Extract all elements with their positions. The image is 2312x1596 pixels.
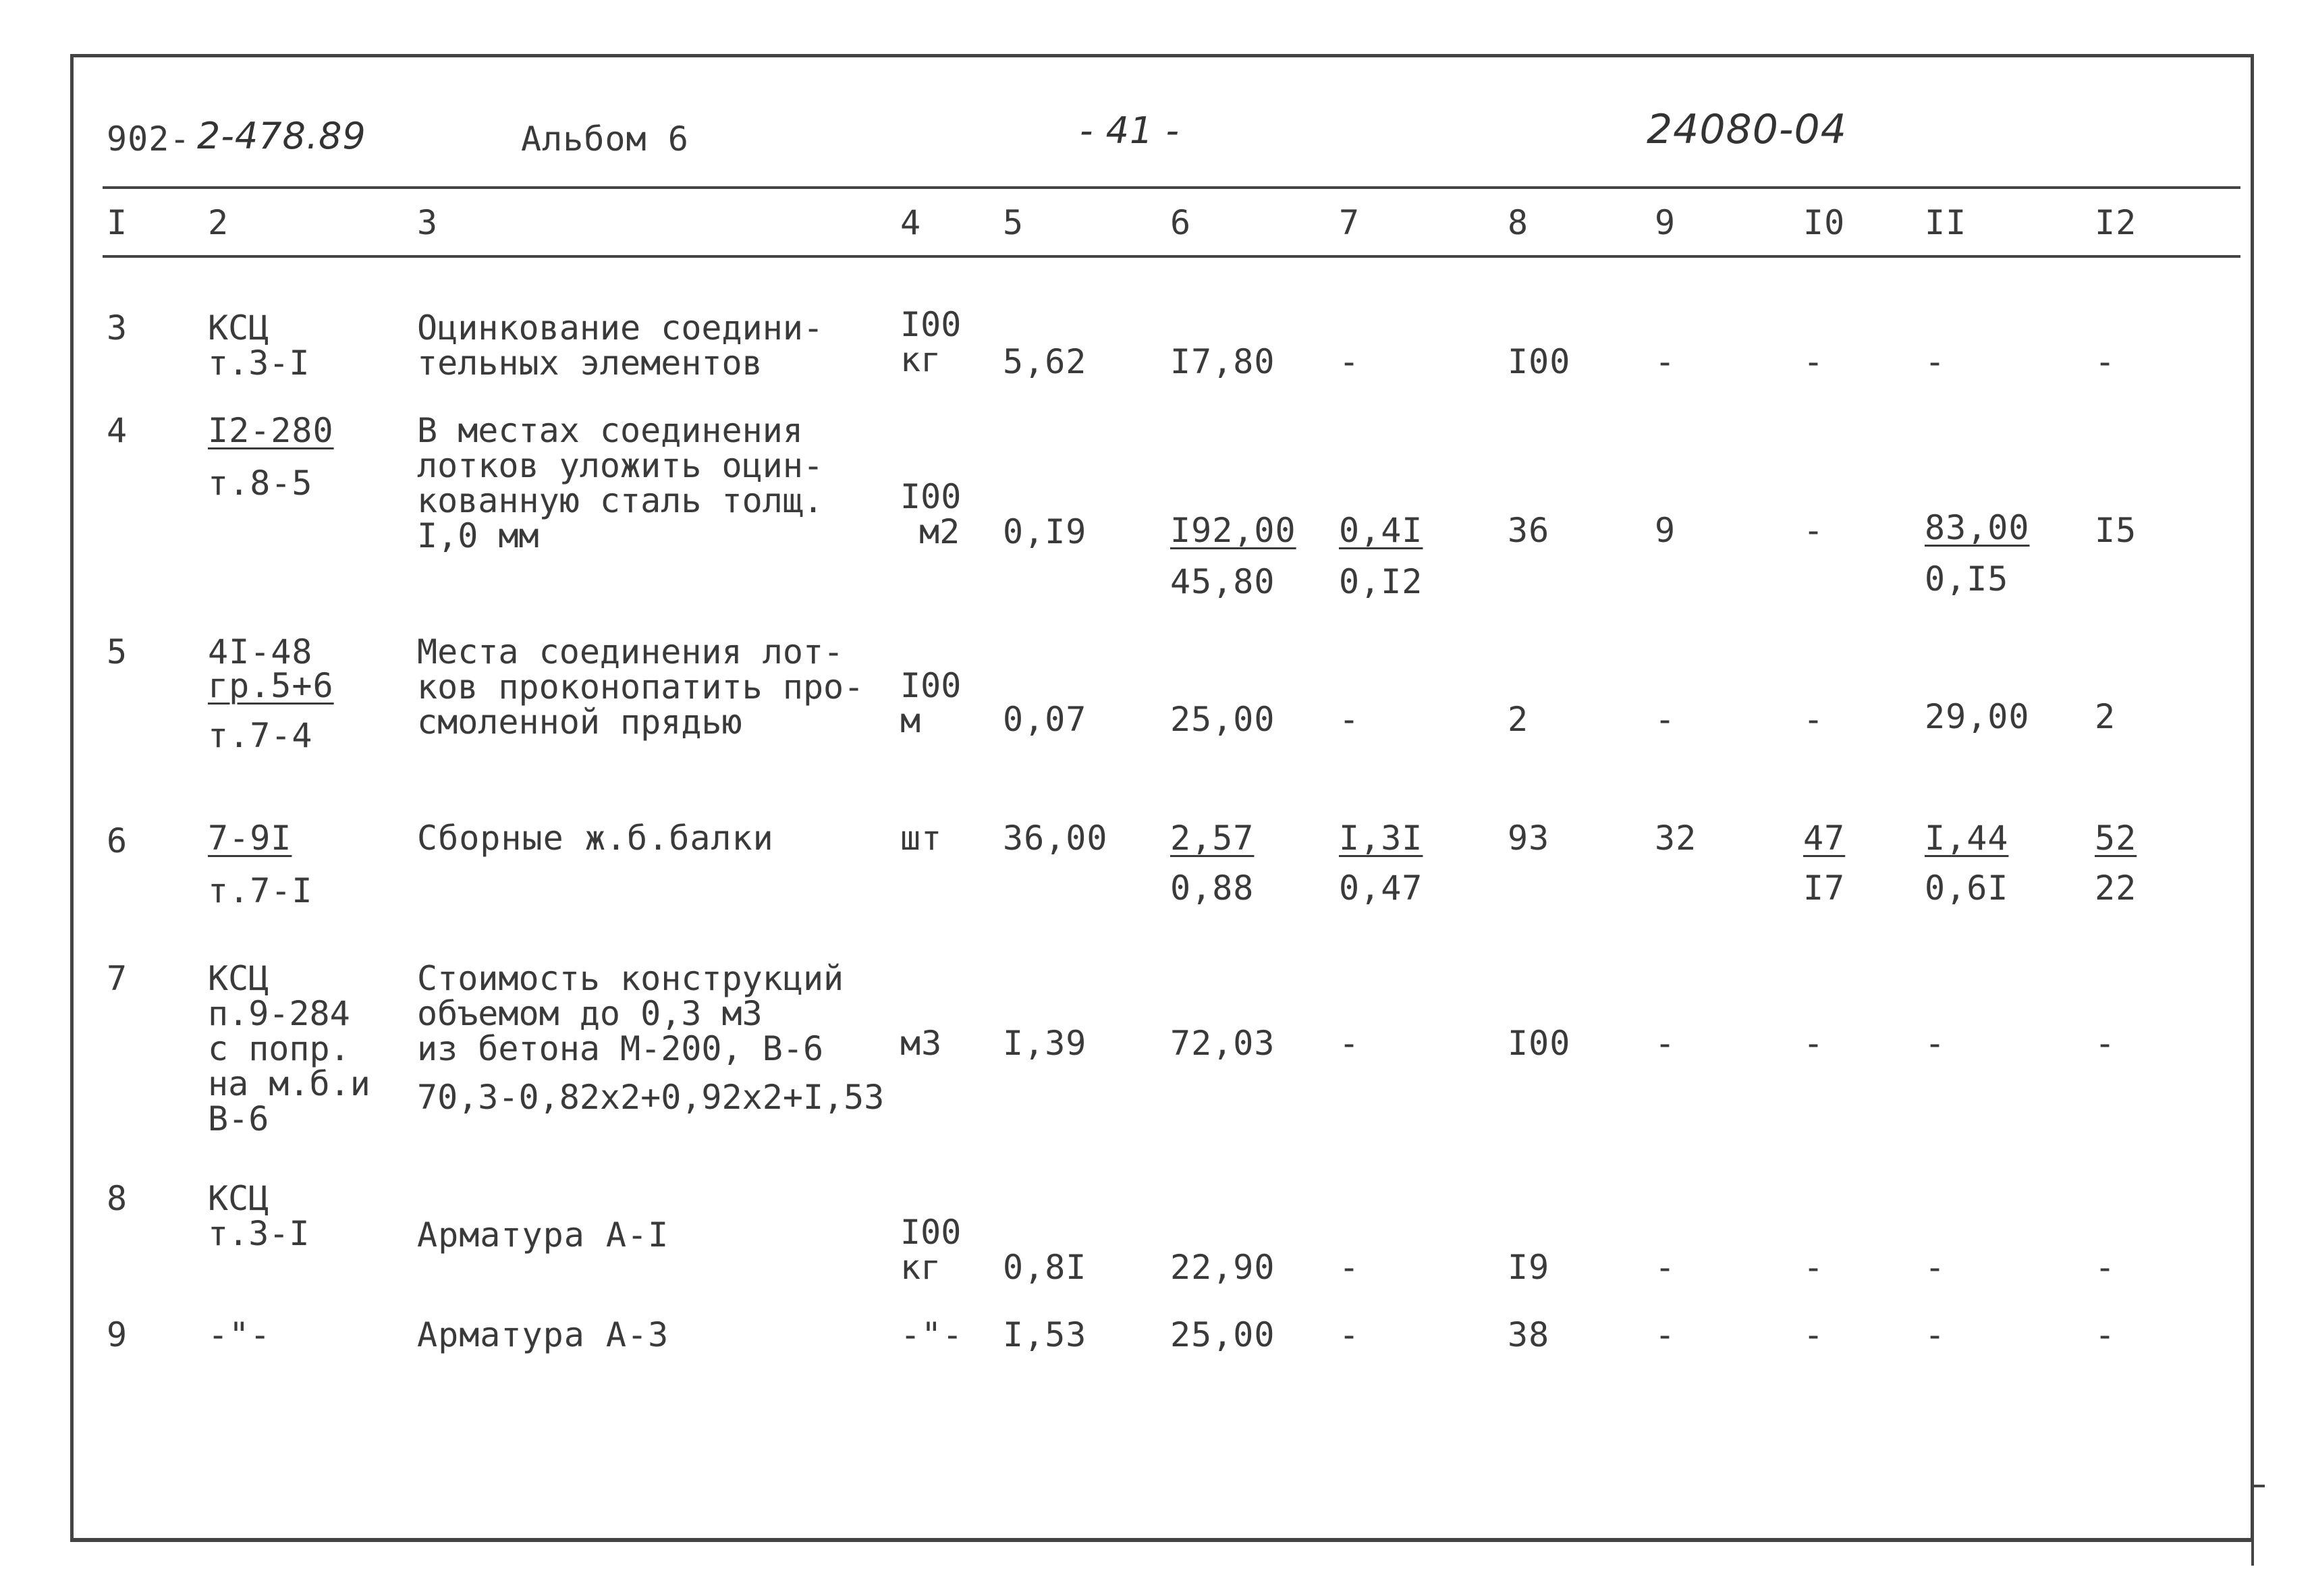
col7-cell: - xyxy=(1339,700,1360,739)
col-header-2: 2 xyxy=(208,203,229,242)
reference-cell xyxy=(208,1181,310,1251)
row-number: 3 xyxy=(107,308,128,348)
col11-subvalue: 0,6I xyxy=(1925,869,2009,908)
col9-cell: - xyxy=(1655,700,1676,739)
description-line: из бетона М-200, В-6 xyxy=(417,1029,824,1068)
description-line: I,0 мм xyxy=(417,516,539,555)
col10-subvalue: I7 xyxy=(1803,869,1846,908)
col10-cell: 47 xyxy=(1803,819,1846,858)
col8-cell: I00 xyxy=(1508,1024,1571,1063)
reference-line: на м.б.и xyxy=(208,1064,370,1103)
col8-cell: 36 xyxy=(1508,511,1550,550)
album-label: Альбом 6 xyxy=(521,119,689,159)
col-header-12: I2 xyxy=(2095,203,2137,242)
quantity-cell: 5,62 xyxy=(1003,342,1087,381)
row-number: 5 xyxy=(107,632,128,671)
col-header-8: 8 xyxy=(1508,203,1529,242)
col10-cell: - xyxy=(1803,1315,1825,1354)
col11-cell: 29,00 xyxy=(1925,697,2030,736)
description-cell xyxy=(417,413,823,553)
col9-cell: - xyxy=(1655,1024,1676,1063)
column-header-rule xyxy=(103,255,2240,258)
col6-cell: 25,00 xyxy=(1170,700,1275,739)
col6-subvalue: 45,80 xyxy=(1170,562,1275,601)
unit-line: I00 xyxy=(900,477,962,516)
description-line: Стоимость конструкций xyxy=(417,959,844,998)
reference-line: 7-9I xyxy=(208,819,292,858)
description-line: тельных элементов xyxy=(417,343,763,383)
col12-cell: - xyxy=(2095,342,2116,381)
col8-cell: 38 xyxy=(1508,1315,1550,1354)
document-code: 24080-04 xyxy=(1647,106,1847,153)
quantity-cell: 0,8I xyxy=(1003,1248,1087,1287)
col10-cell: - xyxy=(1803,342,1825,381)
col9-cell: - xyxy=(1655,342,1676,381)
reference-line: I2-280 xyxy=(208,411,334,450)
description-line: объемом до 0,3 м3 xyxy=(417,994,763,1033)
edge-tick-vertical xyxy=(2251,1485,2254,1566)
reference-line: КСЦ xyxy=(208,959,269,998)
col7-cell: - xyxy=(1339,1024,1360,1063)
reference-line: гр.5+6 xyxy=(208,666,334,705)
description-cell xyxy=(417,961,844,1066)
reference-line: т.7-I xyxy=(208,871,313,910)
description-cell: Арматура А-3 xyxy=(417,1315,669,1354)
reference-line: т.8-5 xyxy=(208,464,313,503)
col9-cell: 32 xyxy=(1655,819,1697,858)
quantity-cell: 0,07 xyxy=(1003,700,1087,739)
unit-line: I00 xyxy=(900,1213,962,1252)
unit-cell: -"- xyxy=(900,1315,964,1354)
quantity-cell: 0,I9 xyxy=(1003,512,1087,551)
description-line: смоленной прядью xyxy=(417,703,742,742)
description-cell xyxy=(417,310,823,381)
col6-cell: 25,00 xyxy=(1170,1315,1275,1354)
reference-line: п.9-284 xyxy=(208,994,350,1033)
reference-line: 4I-48 xyxy=(208,632,313,671)
description-line: ков проконопатить про- xyxy=(417,667,864,707)
col6-cell: 22,90 xyxy=(1170,1248,1275,1287)
col11-cell: - xyxy=(1925,1024,1946,1063)
col6-cell: I7,80 xyxy=(1170,342,1275,381)
unit-line: кг xyxy=(900,1248,941,1287)
unit-line: кг xyxy=(900,340,941,379)
page-number: - 41 - xyxy=(1080,109,1180,152)
col-header-3: 3 xyxy=(417,203,439,242)
row-number: 8 xyxy=(107,1179,128,1218)
unit-cell: м3 xyxy=(900,1024,943,1063)
reference-line: т.7-4 xyxy=(208,716,313,755)
reference-line: В-6 xyxy=(208,1099,269,1138)
description-line: лотков уложить оцин- xyxy=(417,446,824,485)
reference-line: КСЦ xyxy=(208,1179,269,1218)
col11-cell: - xyxy=(1925,1315,1946,1354)
description-cell: Сборные ж.б.балки xyxy=(417,819,774,858)
reference-cell: -"- xyxy=(208,1315,271,1354)
col11-cell: 83,00 xyxy=(1925,508,2030,547)
col6-cell: 2,57 xyxy=(1170,819,1255,858)
col-header-1: I xyxy=(107,203,128,242)
unit-line: м xyxy=(900,701,921,740)
col12-cell: - xyxy=(2095,1024,2116,1063)
col9-cell: - xyxy=(1655,1248,1676,1287)
col-header-5: 5 xyxy=(1003,203,1024,242)
unit-line: I00 xyxy=(900,666,962,705)
row-number: 6 xyxy=(107,821,128,860)
unit-line: I00 xyxy=(900,305,962,344)
description-cell xyxy=(417,634,864,740)
col-header-9: 9 xyxy=(1655,203,1676,242)
formula-line: 70,3-0,82х2+0,92х2+I,53 xyxy=(417,1078,885,1117)
unit-cell xyxy=(900,1215,961,1285)
col7-cell: I,3I xyxy=(1339,819,1423,858)
col8-cell: I9 xyxy=(1508,1248,1550,1287)
doc-prefix: 902- xyxy=(107,119,191,159)
unit-cell xyxy=(900,307,961,377)
quantity-cell: 36,00 xyxy=(1003,819,1108,858)
col9-cell: - xyxy=(1655,1315,1676,1354)
col-header-4: 4 xyxy=(900,203,922,242)
col7-subvalue: 0,I2 xyxy=(1339,562,1423,601)
unit-cell xyxy=(900,668,961,738)
reference-cell xyxy=(208,310,310,381)
col6-cell: 72,03 xyxy=(1170,1024,1275,1063)
reference-line: с попр. xyxy=(208,1029,350,1068)
col8-cell: I00 xyxy=(1508,342,1571,381)
quantity-cell: I,53 xyxy=(1003,1315,1087,1354)
col7-cell: - xyxy=(1339,1248,1360,1287)
col7-cell: - xyxy=(1339,1315,1360,1354)
col11-cell: I,44 xyxy=(1925,819,2009,858)
quantity-cell: I,39 xyxy=(1003,1024,1087,1063)
col8-cell: 93 xyxy=(1508,819,1550,858)
col7-subvalue: 0,47 xyxy=(1339,869,1423,908)
description-line: Оцинкование соедини- xyxy=(417,308,824,348)
col10-cell: - xyxy=(1803,511,1825,550)
col12-cell: I5 xyxy=(2095,511,2137,550)
reference-line: т.3-I xyxy=(208,343,310,383)
col11-cell: - xyxy=(1925,342,1946,381)
col-header-7: 7 xyxy=(1339,203,1360,242)
unit-cell: шт xyxy=(900,819,943,858)
col9-cell: 9 xyxy=(1655,511,1676,550)
col12-cell: - xyxy=(2095,1248,2116,1287)
row-number: 4 xyxy=(107,411,128,450)
row-number: 9 xyxy=(107,1315,128,1354)
col7-cell: - xyxy=(1339,342,1360,381)
col12-subvalue: 22 xyxy=(2095,869,2137,908)
col12-cell: 52 xyxy=(2095,819,2137,858)
col-header-10: I0 xyxy=(1803,203,1846,242)
col10-cell: - xyxy=(1803,1248,1825,1287)
col6-subvalue: 0,88 xyxy=(1170,869,1255,908)
col11-subvalue: 0,I5 xyxy=(1925,559,2009,599)
col11-cell: - xyxy=(1925,1248,1946,1287)
description-line: Места соединения лот- xyxy=(417,632,844,671)
col7-cell: 0,4I xyxy=(1339,511,1423,550)
col8-cell: 2 xyxy=(1508,700,1529,739)
reference-cell xyxy=(208,961,370,1136)
description-line: В местах соединения xyxy=(417,411,803,450)
col10-cell: - xyxy=(1803,700,1825,739)
doc-number: 2-478.89 xyxy=(197,115,366,157)
unit-line: м2 xyxy=(919,512,960,551)
col12-cell: - xyxy=(2095,1315,2116,1354)
col10-cell: - xyxy=(1803,1024,1825,1063)
description-cell: Арматура А-I xyxy=(417,1215,669,1255)
header-rule xyxy=(103,186,2240,189)
reference-line: т.3-I xyxy=(208,1214,310,1253)
row-number: 7 xyxy=(107,959,128,998)
description-line: кованную сталь толщ. xyxy=(417,481,824,520)
col12-cell: 2 xyxy=(2095,697,2116,736)
col6-cell: I92,00 xyxy=(1170,511,1296,550)
col-header-11: II xyxy=(1925,203,1967,242)
unit-cell xyxy=(900,479,961,549)
reference-line: КСЦ xyxy=(208,308,269,348)
col-header-6: 6 xyxy=(1170,203,1192,242)
